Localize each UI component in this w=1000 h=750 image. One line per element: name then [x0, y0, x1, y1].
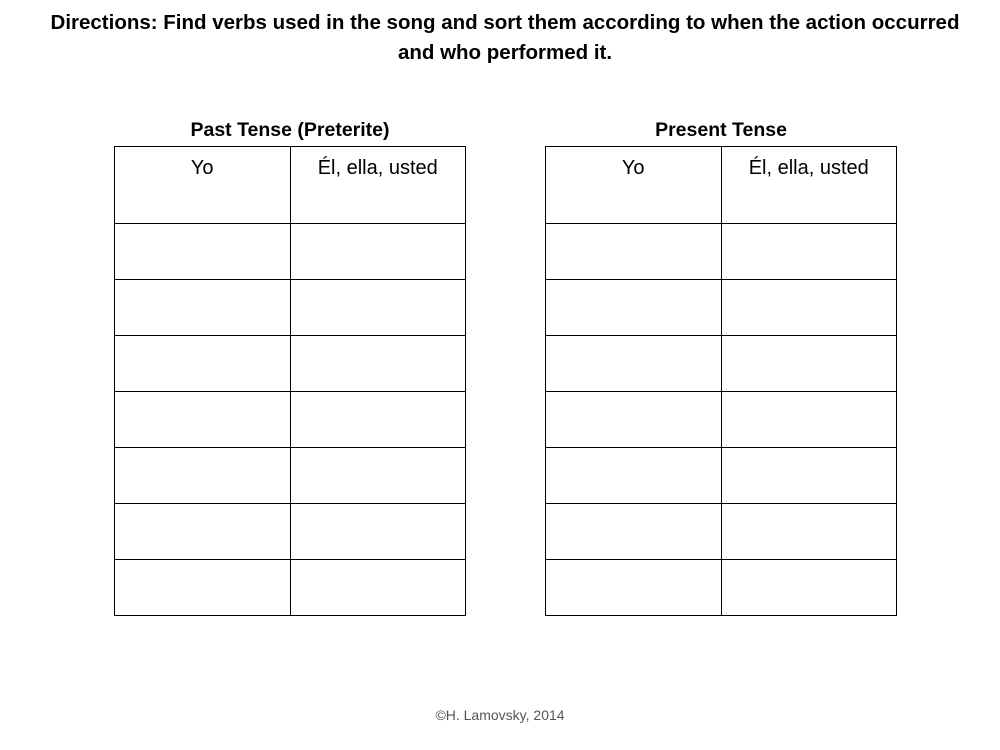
- blank-cell[interactable]: [290, 392, 466, 448]
- blank-cell[interactable]: [115, 448, 291, 504]
- table-row: [115, 504, 466, 560]
- blank-cell[interactable]: [721, 224, 897, 280]
- blank-cell[interactable]: [115, 504, 291, 560]
- blank-cell[interactable]: [290, 336, 466, 392]
- blank-cell[interactable]: [546, 224, 722, 280]
- past-tense-title: Past Tense (Preterite): [190, 119, 390, 141]
- table-header-row: [115, 147, 466, 224]
- table-row: [546, 280, 897, 336]
- present-tense-table: [545, 146, 897, 616]
- blank-cell[interactable]: [115, 224, 291, 280]
- blank-cell[interactable]: [115, 560, 291, 616]
- table-header-row: [546, 147, 897, 224]
- blank-cell[interactable]: [115, 336, 291, 392]
- blank-cell[interactable]: [546, 392, 722, 448]
- copyright-footer: ©H. Lamovsky, 2014: [435, 707, 565, 723]
- table-row: [546, 560, 897, 616]
- column-header-el-ella-usted: Él, ella, usted: [721, 147, 897, 224]
- column-header-el-ella-usted: Él, ella, usted: [290, 147, 466, 224]
- column-header-yo: Yo: [546, 147, 722, 224]
- blank-cell[interactable]: [546, 448, 722, 504]
- table-row: [546, 504, 897, 560]
- present-tense-section: [545, 116, 897, 616]
- blank-cell[interactable]: [721, 280, 897, 336]
- blank-cell[interactable]: [290, 504, 466, 560]
- table-row: [115, 280, 466, 336]
- blank-cell[interactable]: [115, 392, 291, 448]
- blank-cell[interactable]: [290, 280, 466, 336]
- blank-cell[interactable]: [721, 560, 897, 616]
- blank-cell[interactable]: [721, 448, 897, 504]
- blank-cell[interactable]: [546, 336, 722, 392]
- blank-cell[interactable]: [721, 336, 897, 392]
- table-row: [546, 336, 897, 392]
- blank-cell[interactable]: [721, 392, 897, 448]
- past-tense-table: [114, 146, 466, 616]
- present-tense-title: Present Tense: [655, 119, 787, 141]
- table-row: [115, 392, 466, 448]
- blank-cell[interactable]: [290, 448, 466, 504]
- blank-cell[interactable]: [115, 280, 291, 336]
- blank-cell[interactable]: [546, 504, 722, 560]
- table-row: [546, 224, 897, 280]
- directions-text: Directions: Find verbs used in the song and sort them according to when the action occurred and who performed it.: [50, 11, 960, 64]
- blank-cell[interactable]: [290, 560, 466, 616]
- table-row: [115, 560, 466, 616]
- past-tense-section: [114, 116, 466, 616]
- table-row: [546, 448, 897, 504]
- blank-cell[interactable]: [721, 504, 897, 560]
- blank-cell[interactable]: [546, 280, 722, 336]
- table-row: [115, 336, 466, 392]
- table-row: [546, 392, 897, 448]
- blank-cell[interactable]: [546, 560, 722, 616]
- column-header-yo: Yo: [115, 147, 291, 224]
- blank-cell[interactable]: [290, 224, 466, 280]
- table-row: [115, 448, 466, 504]
- table-row: [115, 224, 466, 280]
